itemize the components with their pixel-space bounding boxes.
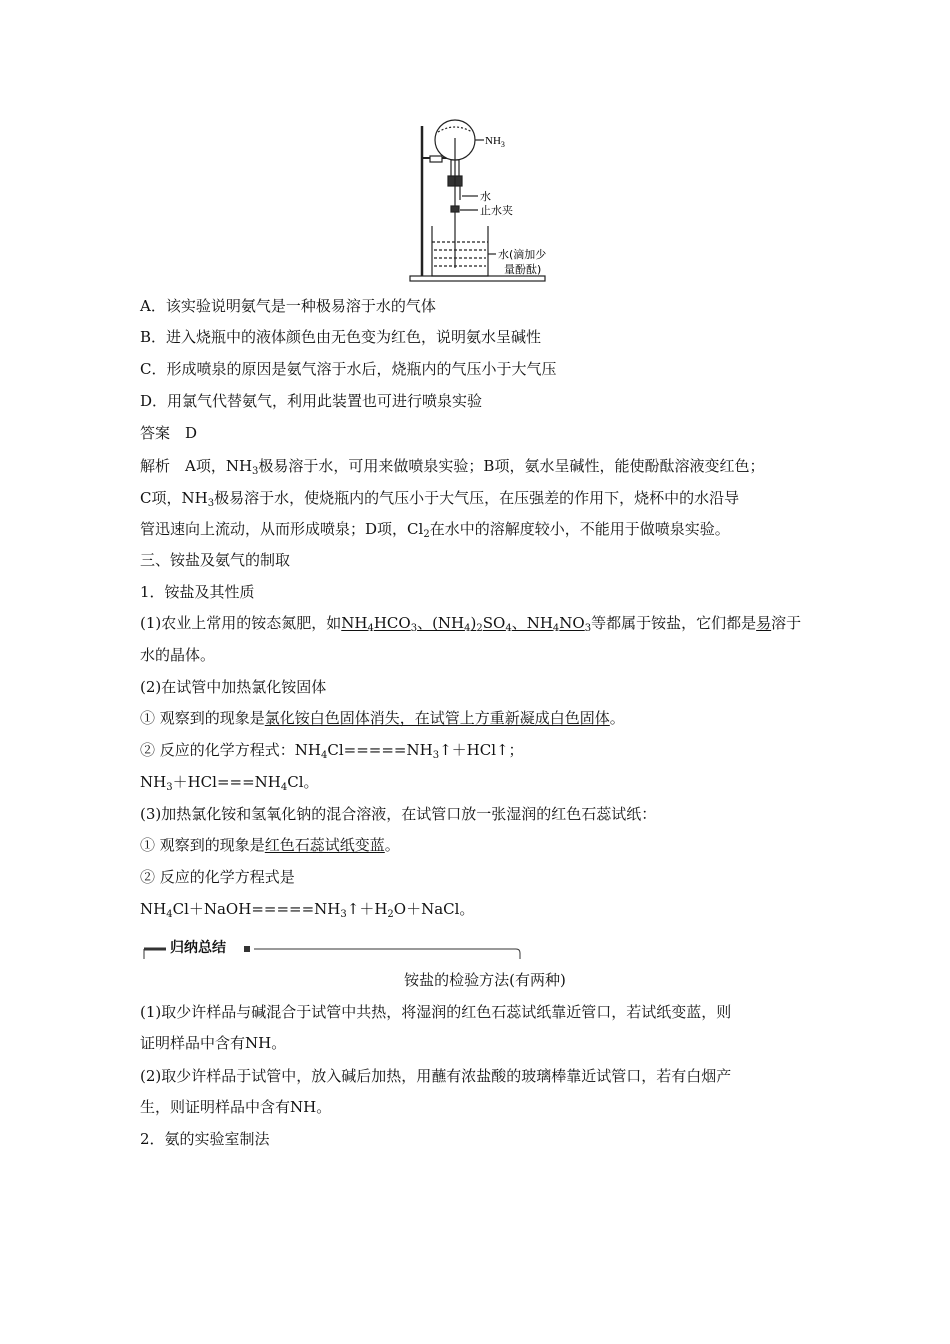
option-b: B．进入烧瓶中的液体颜色由无色变为红色，说明氨水呈碱性 [140,328,542,346]
paragraph-3-observation: ① 观察到的现象是红色石蕊试纸变蓝。 [140,836,400,854]
analysis-line-2: C项，$NH_3$极易溶于水，使烧瓶内的气压小于大气压，在压强差的作用下，烧杯中的水沿导 [140,489,740,509]
analysis-line-3: 管迅速向上流动，从而形成喷泉；D项，$Cl_2$在水中的溶解度较小，不能用于做喷泉实验。 [140,520,730,540]
paragraph-1-line-1: (1)农业上常用的铵态氮肥，如$NH_4HCO_3$、$(NH_4)_2SO_4$、$NH_4NO_3$等都属于铵盐，它们都是易溶于 [140,614,802,634]
section-heading: 三、铵盐及氨气的制取 [140,551,291,569]
subsection-2: 2．氨的实验室制法 [140,1130,270,1148]
option-d: D．用氯气代替氨气，利用此装置也可进行喷泉实验 [140,392,483,410]
paragraph-1-line-2: 水的晶体。 [140,646,216,664]
option-a: A．该实验说明氨气是一种极易溶于水的气体 [140,297,436,315]
water-label: 水 [480,190,491,203]
summary-title: 归纳总结 [170,940,226,956]
method-1-line-1: (1)取少许样品与碱混合于试管中共热，将湿润的红色石蕊试纸靠近管口，若试纸变蓝，则 [140,1003,732,1021]
summary-heading: 铵盐的检验方法(有两种) [404,971,566,989]
paragraph-3-label: ② 反应的化学方程式是 [140,868,295,886]
paragraph-2-equation: ② 反应的化学方程式：$NH_4Cl=====NH_3↑+HCl↑$； [140,741,524,761]
paragraph-3-equation: $NH_4Cl+NaOH=====NH_3↑+H_2O+NaCl$。 [140,900,475,920]
method-2-line-1: (2)取少许样品于试管中，放入碱后加热，用蘸有浓盐酸的玻璃棒靠近试管口，若有白烟产 [140,1067,732,1085]
fertilizer-examples: $NH_4HCO_3$、$(NH_4)_2SO_4$、$NH_4NO_3$ [341,614,592,634]
paragraph-2: (2)在试管中加热氯化铵固体 [140,678,327,696]
analysis-line-1: 解析 A项，$NH_3$极易溶于水，可用来做喷泉实验；B项，氨水呈碱性，能使酚酞溶液变红色； [140,457,765,477]
method-2-line-2: 生，则证明样品中含有NH。 [140,1098,332,1116]
paragraph-2-equation-2: $NH_3+HCl===NH_4Cl$。 [140,773,319,793]
nh3-label: $NH_3$ [485,135,505,149]
method-1-line-2: 证明样品中含有NH。 [140,1034,287,1052]
paragraph-2-observation: ① 观察到的现象是氯化铵白色固体消失，在试管上方重新凝成白色固体。 [140,709,625,727]
beaker-label-line2: 量酚酞) [504,263,542,276]
answer: 答案 D [140,424,198,442]
beaker-label-line1: 水(滴加少 [498,248,547,261]
clamp-label: 止水夹 [480,204,513,217]
option-c: C．形成喷泉的原因是氨气溶于水后，烧瓶内的气压小于大气压 [140,360,557,378]
fountain-apparatus-figure [400,118,560,288]
subsection-1: 1．铵盐及其性质 [140,583,255,601]
paragraph-3: (3)加热氯化铵和氢氧化钠的混合溶液，在试管口放一张湿润的红色石蕊试纸： [140,805,657,823]
